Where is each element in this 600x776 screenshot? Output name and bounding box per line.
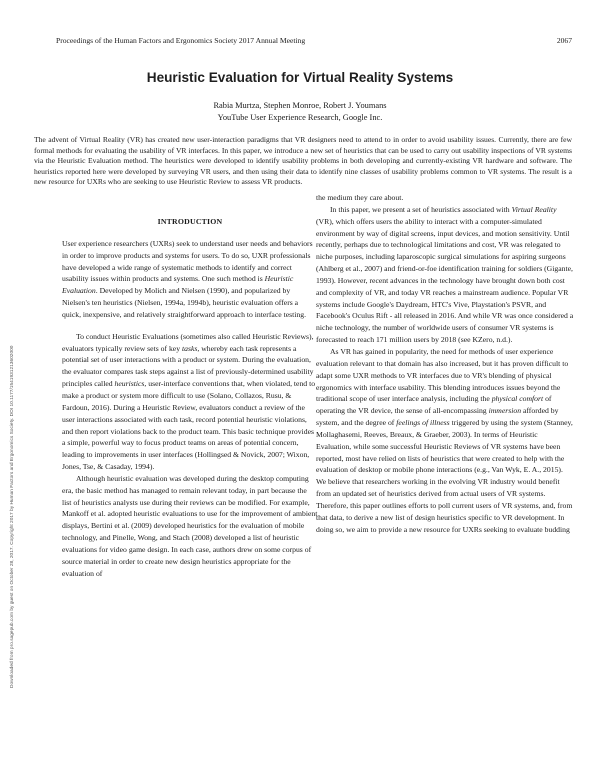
left-column xyxy=(62,216,318,579)
paper-title: Heuristic Evaluation for Virtual Reality Systems xyxy=(146,70,454,85)
author-names: Rabia Murtza, Stephen Monroe, Robert J. Youmans xyxy=(213,101,387,110)
right-column xyxy=(316,192,574,535)
paragraph: In this paper, we present a set of heuristics associated with Virtual Reality (VR), which offers users the ability to interact with a computer-simulated environment by way of digital screens, input devices, and motion sensitivity. Until recently, perhaps due to technological limitations and cost, VR was relegated to niche purposes, including laparoscopic surgical simulations for aspiring surgeons (Ahlberg et al., 2007) and friend-or-foe identification training for soldiers (Gigante, 1993). However, recent advances in the technology have brought down both cost and complexity of VR, and today VR reaches a mainstream audience. Popular VR systems include Google's Daydream, HTC's Vive, Playstation's PSVR, and Facebook's Oculus Rift - all released in 2016. And while VR was once considered a niche technology, the number of worldwide users of consumer VR systems is forecasted to reach 171 million users by 2018 (see KZero, n.d.). xyxy=(316,204,574,345)
paragraph: To conduct Heuristic Evaluations (sometimes also called Heuristic Reviews), evaluators typically review sets of key tasks, whereby each task represents a potential set of user interactions with a product or system. During the evaluation, the evaluator compares task steps against a list of previously-determined usability principles called heuristics, user-interface conventions that, when violated, tend to make a product or system more difficult to use (Solano, Collazos, Rusu, & Fardoun, 2016). During a Heuristic Review, evaluators conduct a review of the user interactions associated with each task, record potential heuristic violations, and then report violations back to the product team. This basic technique provides a simple, powerful way to focus product teams on areas of potential concern, leading to improvements in user interfaces (Hollingsed & Novick, 2007; Wixon, Jones, Tse, & Casaday, 1994). xyxy=(62,331,316,472)
author-block xyxy=(0,100,600,124)
paragraph: Although heuristic evaluation was developed during the desktop computing era, the basic method has managed to remain relevant today, in part because the list of heuristics analysts use during their reviews can be modified. For example, Mankoff et al. adopted heuristic evaluations to use for the improvement of ambient displays, Bertini et al. (2009) developed heuristics for the evaluation of mobile technology, and Pinelle, Wong, and Stach (2008) developed a list of heuristic evaluations for video game design. In each case, authors drew on some corpus of source material in order to create new design heuristics appropriate for the evaluation of xyxy=(62,473,318,578)
page-number: 2067 xyxy=(556,36,572,45)
download-watermark: Downloaded from pro.sagepub.com by guest on October 28, 2017. Copyright 2017 by Human Factors and Ergonomics Society. DOI 10.1177/1541931213602000 xyxy=(10,345,15,688)
paragraph: the medium they care about. xyxy=(316,193,404,202)
running-header: Proceedings of the Human Factors and Ergonomics Society 2017 Annual Meeting xyxy=(56,36,306,45)
abstract: The advent of Virtual Reality (VR) has created new user-interaction paradigms that VR designers need to attend to in order to avoid usability issues. Currently, there are few formal methods for evaluating the usability of VR interfaces. In this paper, we introduce a new set of heuristics that can be used to carry out usability inspections of VR systems via the Heuristic Evaluation method. The heuristics were developed to identify usability problems in both developing and currently-existing VR hardware and software. The heuristics reported here were developed by surveying VR users, and then using their data to identify nine classes of usability problems common to VR systems. The result is a new resource for UXRs who are seeking to use Heuristic Review to assess VR products. xyxy=(34,135,572,186)
author-affiliation: YouTube User Experience Research, Google Inc. xyxy=(217,113,383,122)
paragraph: User experience researchers (UXRs) seek to understand user needs and behaviors in order to improve products and systems for users. To do so, UXR professionals have developed a wide range of systematic methods to identify and correct usability issues within products and systems. One such method is Heuristic Evaluation. Developed by Molich and Nielsen (1990), and popularized by Nielsen's ten heuristics (Nielsen, 1994a, 1994b), heuristic evaluation offers a quick, inexpensive, and relatively straightforward approach to interface testing. xyxy=(62,238,313,319)
paragraph: As VR has gained in popularity, the need for methods of user experience evaluation relevant to that domain has also increased, but it has proven difficult to adapt some UXR methods to VR interfaces due to VR's blending of physical ergonomics with interface usability. This blending introduces issues beyond the traditional scope of user interface analysis, including the physical comfort of operating the VR device, the sense of all-encompassing immersion afforded by system, and the degree of feelings of illness triggered by using the system (Stanney, Mollaghasemi, Reeves, Breaux, & Graeber, 2003). In terms of Heuristic Evaluation, while some successful Heuristic Reviews of VR systems have been reported, most have relied on lists of heuristics that were created to help with the evaluation of desktop or mobile phone interactions (e.g., Van Wyk, E. A., 2015). We believe that researchers working in the evolving VR industry would benefit from an updated set of heuristics derived from actual users of VR systems. Therefore, this paper outlines efforts to poll current users of VR systems, and, from that data, to derive a new list of design heuristics specific to VR development. In doing so, we aim to provide a new resource for UXRs seeking to evaluate budding xyxy=(316,346,573,534)
section-heading-introduction: INTRODUCTION xyxy=(157,217,223,226)
